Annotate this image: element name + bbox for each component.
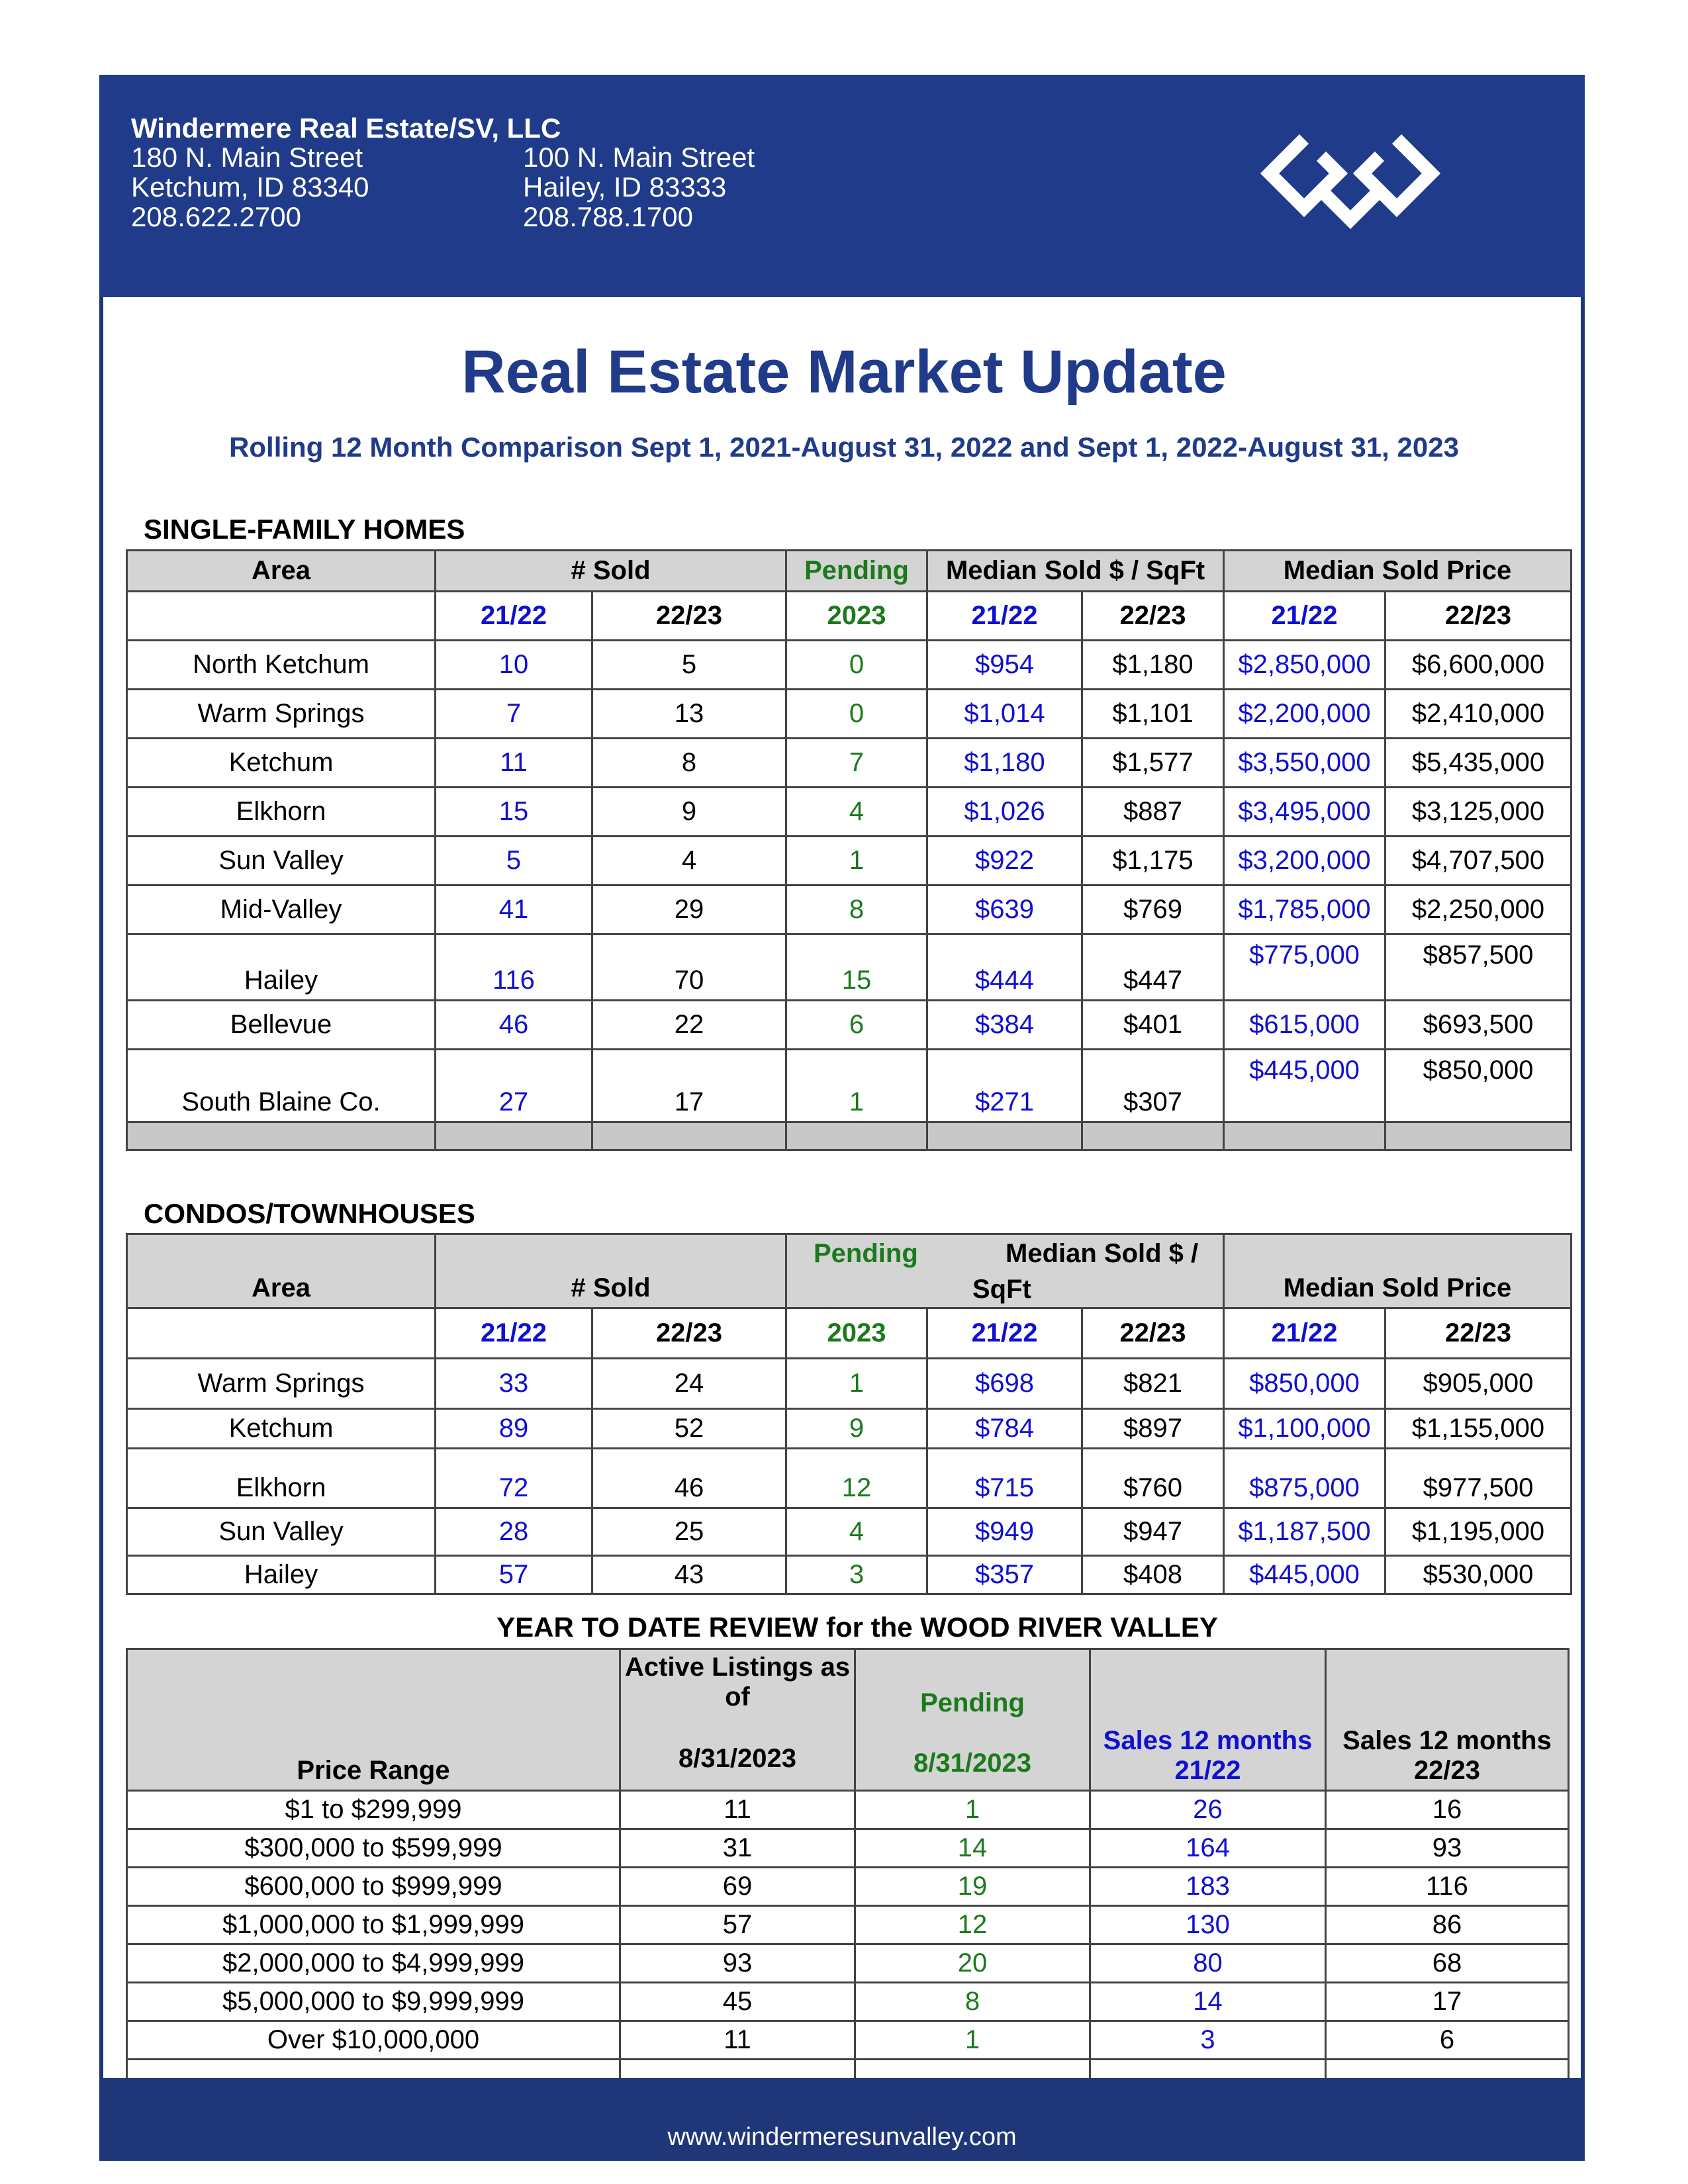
table-cell: 68 [1326,1944,1569,1983]
subheader-cell: 21/22 [1224,1308,1385,1359]
table-cell: 15 [786,934,927,1001]
row-label-cell: Sun Valley [127,1508,436,1556]
table-cell: $857,500 [1385,934,1571,1001]
table-cell: 11 [436,739,592,788]
table-cell: $1,577 [1082,739,1224,788]
row-label-cell: $1,000,000 to $1,999,999 [127,1906,620,1944]
row-label-cell: Elkhorn [127,788,436,837]
header-line: of [725,1682,750,1711]
table-cell: $977,500 [1385,1449,1571,1508]
table-cell: 11 [620,1791,855,1829]
table-cell: 93 [620,1944,855,1983]
table-cell: $850,000 [1385,1050,1571,1122]
table-cell: $5,435,000 [1385,739,1571,788]
table-cell: $2,200,000 [1224,690,1385,739]
row-label-cell: Mid-Valley [127,886,436,934]
subheader-cell: 2023 [786,592,927,641]
col-header-sqft-line2: SqFt [972,1275,1031,1304]
table-row [127,934,1571,1001]
subheader-cell: 22/23 [1385,1308,1571,1359]
table-cell: $897 [1082,1409,1224,1449]
table-cell: 72 [436,1449,592,1508]
table-cell: $1,026 [927,788,1082,837]
col-header-pending-sqft [786,1234,1224,1308]
table-cell: 8 [786,886,927,934]
table-cell: 1 [855,2021,1090,2060]
table-cell: $639 [927,886,1082,934]
section-label-condos: CONDOS/TOWNHOUSES [144,1198,475,1229]
single-family-table [126,549,1572,1151]
footer-bar [99,2078,1585,2161]
table-cell: 16 [1326,1791,1569,1829]
condos-table [126,1233,1572,1595]
table-cell: 26 [1090,1791,1326,1829]
table-cell: 12 [786,1449,927,1508]
table-cell: 5 [592,641,786,690]
ytd-table [126,1648,1570,2080]
table-cell: $3,550,000 [1224,739,1385,788]
hailey-office-address [523,142,755,232]
table-cell: 4 [592,837,786,886]
table-cell: 89 [436,1409,592,1449]
col-header-pending: Pending [786,551,927,592]
table-row [127,739,1571,788]
subheader-cell: 22/23 [1082,592,1224,641]
table-subheader-row [127,1308,1571,1359]
table-cell: 93 [1326,1829,1569,1868]
table-cell: 17 [592,1050,786,1122]
table-cell: 17 [1326,1983,1569,2021]
office-street: 100 N. Main Street [523,142,755,173]
table-cell: 33 [436,1359,592,1409]
header-line: 8/31/2023 [679,1744,796,1773]
table-header-row [127,551,1571,592]
office-street: 180 N. Main Street [131,142,363,173]
row-label-cell: $5,000,000 to $9,999,999 [127,1983,620,2021]
table-row [127,1001,1571,1050]
table-cell: $444 [927,934,1082,1001]
table-cell: 6 [786,1001,927,1050]
table-cell: 9 [786,1409,927,1449]
table-cell: 6 [1326,2021,1569,2060]
table-cell: $760 [1082,1449,1224,1508]
table-cell: 11 [620,2021,855,2060]
table-cell: $445,000 [1224,1556,1385,1594]
table-cell: 29 [592,886,786,934]
table-cell: 8 [592,739,786,788]
table-cell: 0 [786,690,927,739]
table-row [127,788,1571,837]
col-header-area: Area [127,1234,436,1308]
table-row [127,1359,1571,1409]
table-cell: 116 [436,934,592,1001]
table-cell: 22 [592,1001,786,1050]
col-header-pending [855,1649,1090,1791]
table-cell: 43 [592,1556,786,1594]
col-header-area: Area [127,551,436,592]
table-row [127,1409,1571,1449]
table-cell: 25 [592,1508,786,1556]
table-cell: 116 [1326,1868,1569,1906]
subheader-cell: 22/23 [1082,1308,1224,1359]
table-cell: $2,250,000 [1385,886,1571,934]
table-row [127,690,1571,739]
table-row [127,2021,1569,2060]
table-cell: $947 [1082,1508,1224,1556]
table-subheader-row [127,592,1571,641]
col-header-sqft: Median Sold $ / SqFt [927,551,1224,592]
table-row [127,641,1571,690]
table-cell: $1,187,500 [1224,1508,1385,1556]
table-footer-row [127,2060,1569,2079]
table-cell: $875,000 [1224,1449,1385,1508]
table-cell: $384 [927,1001,1082,1050]
table-header-row [127,1649,1569,1791]
table-cell: $1,100,000 [1224,1409,1385,1449]
table-cell: 1 [786,1359,927,1409]
table-cell: 7 [436,690,592,739]
table-cell: 4 [786,1508,927,1556]
table-cell: 31 [620,1829,855,1868]
table-cell: $445,000 [1224,1050,1385,1122]
table-cell: 130 [1090,1906,1326,1944]
table-cell: $1,785,000 [1224,886,1385,934]
table-cell: 28 [436,1508,592,1556]
table-cell: $1,101 [1082,690,1224,739]
table-row [127,1868,1569,1906]
col-header-sold: # Sold [436,1234,786,1308]
table-footer-row [127,1122,1571,1150]
table-cell: $615,000 [1224,1001,1385,1050]
table-cell: 1 [786,1050,927,1122]
table-cell: 80 [1090,1944,1326,1983]
col-header-price: Median Sold Price [1224,551,1571,592]
table-row [127,1983,1569,2021]
table-cell: $2,850,000 [1224,641,1385,690]
windermere-logo-icon [1258,126,1443,232]
table-cell: $922 [927,837,1082,886]
row-label-cell: Warm Springs [127,690,436,739]
table-cell: $1,195,000 [1385,1508,1571,1556]
row-label-cell: Ketchum [127,1409,436,1449]
table-row [127,886,1571,934]
table-cell: 4 [786,788,927,837]
table-header-row [127,1234,1571,1308]
office-phone: 208.788.1700 [523,201,693,232]
col-header-sold: # Sold [436,551,786,592]
table-cell: $3,125,000 [1385,788,1571,837]
table-cell: 27 [436,1050,592,1122]
page-subtitle: Rolling 12 Month Comparison Sept 1, 2021-August 31, 2022 and Sept 1, 2022-August 31, 2023 [229,432,1459,463]
table-cell: $1,175 [1082,837,1224,886]
subheader-cell: 22/23 [1385,592,1571,641]
row-label-cell: Elkhorn [127,1449,436,1508]
header-line: Sales 12 months [1103,1726,1313,1755]
table-cell: $447 [1082,934,1224,1001]
header-line: Sales 12 months [1342,1726,1552,1755]
subheader-cell: 22/23 [592,1308,786,1359]
table-cell: $401 [1082,1001,1224,1050]
col-header-price: Median Sold Price [1224,1234,1571,1308]
table-cell: $887 [1082,788,1224,837]
table-cell: $715 [927,1449,1082,1508]
table-cell: $769 [1082,886,1224,934]
table-cell: 19 [855,1868,1090,1906]
page-title: Real Estate Market Update [461,338,1227,406]
table-cell: $821 [1082,1359,1224,1409]
row-label-cell: $300,000 to $599,999 [127,1829,620,1868]
table-row [127,837,1571,886]
table-cell: 164 [1090,1829,1326,1868]
table-cell: 0 [786,641,927,690]
table-row [127,1944,1569,1983]
header-line: 22/23 [1413,1756,1481,1785]
col-header-sales-2122 [1090,1649,1326,1791]
subheader-cell: 21/22 [436,592,592,641]
table-cell: $954 [927,641,1082,690]
table-cell: $775,000 [1224,934,1385,1001]
table-cell: $530,000 [1385,1556,1571,1594]
table-cell: $905,000 [1385,1359,1571,1409]
header-line: 8/31/2023 [914,1749,1031,1778]
row-label-cell: South Blaine Co. [127,1050,436,1122]
table-cell: 10 [436,641,592,690]
table-cell: 24 [592,1359,786,1409]
table-cell: $693,500 [1385,1001,1571,1050]
table-row [127,1829,1569,1868]
table-cell: $307 [1082,1050,1224,1122]
header-line: Active Listings as [624,1653,851,1682]
ketchum-office-address [131,142,369,232]
table-cell: 3 [786,1556,927,1594]
table-cell: 183 [1090,1868,1326,1906]
col-header-pending: Pending [814,1239,918,1268]
table-cell: 14 [855,1829,1090,1868]
table-cell: 69 [620,1868,855,1906]
row-label-cell: Hailey [127,934,436,1001]
table-cell: $3,200,000 [1224,837,1385,886]
col-header-price-range: Price Range [127,1649,620,1791]
row-label-cell: Over $10,000,000 [127,2021,620,2060]
row-label-cell: Hailey [127,1556,436,1594]
col-header-active-listings [620,1649,855,1791]
table-cell: 1 [855,1791,1090,1829]
table-cell: $2,410,000 [1385,690,1571,739]
table-cell: 46 [436,1001,592,1050]
col-header-sales-2223 [1326,1649,1569,1791]
table-cell: $3,495,000 [1224,788,1385,837]
table-cell: $850,000 [1224,1359,1385,1409]
section-label-single-family: SINGLE-FAMILY HOMES [144,514,465,545]
row-label-cell: $1 to $299,999 [127,1791,620,1829]
header-line: 21/22 [1174,1756,1241,1785]
table-cell: $1,180 [927,739,1082,788]
table-cell: $408 [1082,1556,1224,1594]
table-cell: 86 [1326,1906,1569,1944]
office-city: Hailey, ID 83333 [523,171,727,203]
office-phone: 208.622.2700 [131,201,301,232]
table-cell: $6,600,000 [1385,641,1571,690]
table-cell: 3 [1090,2021,1326,2060]
subheader-cell: 22/23 [592,592,786,641]
row-label-cell: Warm Springs [127,1359,436,1409]
row-label-cell: North Ketchum [127,641,436,690]
office-city: Ketchum, ID 83340 [131,171,369,203]
header-line: Pending [920,1688,1025,1717]
subheader-cell: 21/22 [1224,592,1385,641]
table-cell: $1,014 [927,690,1082,739]
table-cell: 7 [786,739,927,788]
table-cell: 9 [592,788,786,837]
table-row [127,1508,1571,1556]
table-cell: 52 [592,1409,786,1449]
table-cell: $949 [927,1508,1082,1556]
table-row [127,1050,1571,1122]
table-cell: 1 [786,837,927,886]
table-cell: 41 [436,886,592,934]
table-cell: 13 [592,690,786,739]
table-cell: $4,707,500 [1385,837,1571,886]
website-link[interactable]: www.windermeresunvalley.com [667,2123,1017,2151]
table-cell: 46 [592,1449,786,1508]
table-cell: $784 [927,1409,1082,1449]
table-cell: $271 [927,1050,1082,1122]
table-row [127,1556,1571,1594]
table-cell: 57 [436,1556,592,1594]
row-label-cell: Sun Valley [127,837,436,886]
table-cell: 5 [436,837,592,886]
table-row [127,1791,1569,1829]
table-cell: $1,155,000 [1385,1409,1571,1449]
col-header-sqft-line1: Median Sold $ / [1006,1239,1199,1268]
table-cell: 20 [855,1944,1090,1983]
table-cell: 8 [855,1983,1090,2021]
table-cell: 14 [1090,1983,1326,2021]
row-label-cell: $600,000 to $999,999 [127,1868,620,1906]
row-label-cell: Ketchum [127,739,436,788]
subheader-cell: 21/22 [927,1308,1082,1359]
table-cell: 15 [436,788,592,837]
subheader-cell: 21/22 [436,1308,592,1359]
table-cell: 57 [620,1906,855,1944]
company-name: Windermere Real Estate/SV, LLC [131,113,561,144]
subheader-cell: 21/22 [927,592,1082,641]
table-cell: 70 [592,934,786,1001]
table-row [127,1906,1569,1944]
table-cell: $698 [927,1359,1082,1409]
table-cell: $1,180 [1082,641,1224,690]
table-row [127,1449,1571,1508]
ytd-section-title: YEAR TO DATE REVIEW for the WOOD RIVER VALLEY [496,1612,1218,1643]
subheader-cell: 2023 [786,1308,927,1359]
row-label-cell: $2,000,000 to $4,999,999 [127,1944,620,1983]
table-cell: 45 [620,1983,855,2021]
table-cell: 12 [855,1906,1090,1944]
table-cell: $357 [927,1556,1082,1594]
row-label-cell: Bellevue [127,1001,436,1050]
